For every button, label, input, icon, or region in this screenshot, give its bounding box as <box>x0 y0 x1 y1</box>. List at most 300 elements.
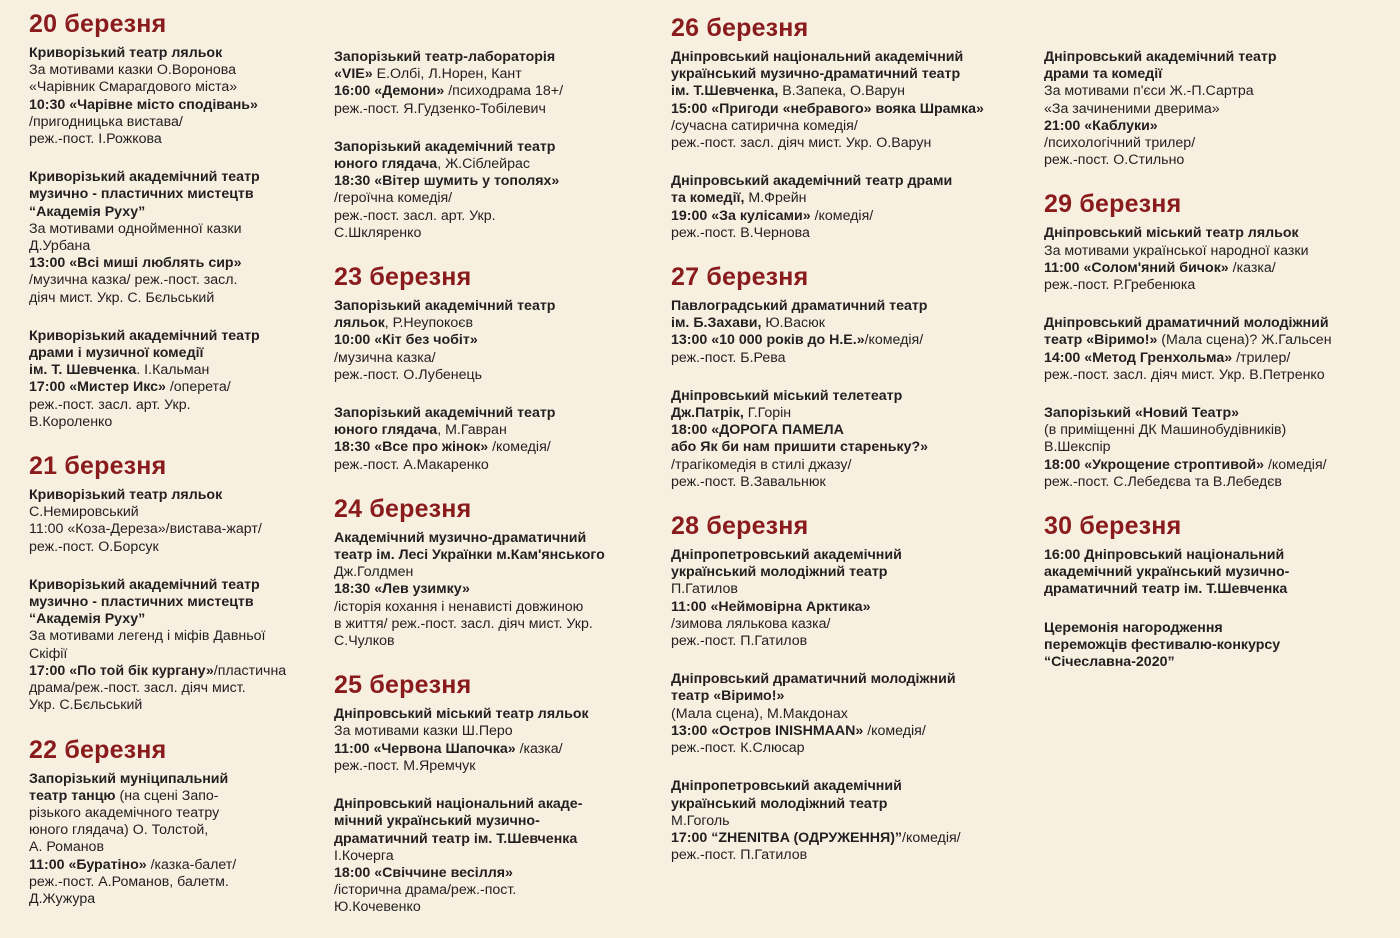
event-line <box>29 45 314 62</box>
event-line <box>29 414 314 431</box>
event-entry <box>671 298 1021 367</box>
event-line <box>1044 315 1384 332</box>
event-line <box>29 97 314 114</box>
event-line <box>29 272 314 289</box>
event-entry <box>1044 315 1384 384</box>
plain-text: За мотивами однойменної казки <box>29 220 242 237</box>
plain-text: різького академічного театру <box>29 804 220 821</box>
plain-text: За мотивами української народної казки <box>1044 242 1309 259</box>
event-line <box>334 156 626 173</box>
event-line <box>334 439 626 456</box>
bold-text: 11:00 «Неймовірна Арктика» <box>671 598 871 615</box>
event-line <box>1044 581 1384 598</box>
event-line <box>29 328 314 345</box>
plain-text: реж.-пост. О.Борсук <box>29 538 159 555</box>
event-line <box>1044 457 1384 474</box>
event-line <box>671 66 1021 83</box>
event-line <box>1044 118 1384 135</box>
bold-text: 16:00 Дніпровський національний <box>1044 547 1285 564</box>
event-entry <box>29 771 314 909</box>
event-line <box>334 298 626 315</box>
event-line <box>29 839 314 856</box>
plain-text: реж.-пост. В.Чернова <box>671 224 810 241</box>
event-entry <box>671 173 1021 242</box>
event-line <box>334 190 626 207</box>
bold-text: Павлоградський драматичний театр <box>671 298 928 315</box>
event-entry <box>334 298 626 384</box>
event-line <box>671 350 1021 367</box>
event-line <box>29 186 314 203</box>
event-line <box>1044 101 1384 118</box>
event-entry <box>334 49 626 118</box>
event-line <box>29 521 314 538</box>
event-line <box>334 139 626 156</box>
event-line <box>1044 49 1384 66</box>
date-heading: 25 березня <box>334 671 472 700</box>
event-line <box>334 208 626 225</box>
event-entry <box>334 139 626 242</box>
plain-text: /історична драма/реж.-пост. <box>334 882 517 899</box>
plain-text: /комедія/ <box>864 332 924 349</box>
event-entry <box>671 388 1021 491</box>
plain-text: Дж.Голдмен <box>334 564 414 581</box>
plain-text: В.Шекспір <box>1044 439 1111 456</box>
event-line <box>1044 332 1384 349</box>
event-line <box>1044 152 1384 169</box>
bold-text: Дніпровський національний академічний <box>671 49 964 65</box>
bold-text: Церемонія нагородження <box>1044 619 1223 636</box>
plain-text: /казка/ <box>1228 259 1276 276</box>
event-line <box>671 101 1021 118</box>
bold-text: 18:00 «Укрощение строптивой» <box>1044 456 1265 473</box>
event-line <box>334 899 626 916</box>
plain-text: (Мала сцена)? Ж.Гальсен <box>1157 332 1332 349</box>
bold-text: український молодіжний театр <box>671 795 888 812</box>
event-line <box>334 706 626 723</box>
bold-text: “Академія Руху” <box>29 203 146 220</box>
event-line <box>29 504 314 521</box>
bold-text: драматичний театр ім. Т.Шевченка <box>1044 581 1288 598</box>
event-line <box>29 79 314 96</box>
plain-text: За мотивами казки Ш.Перо <box>334 723 513 740</box>
plain-text: /психодрама 18+/ <box>444 83 564 100</box>
event-entry <box>671 671 1021 757</box>
plain-text: реж.-пост. Я.Гудзенко-Тобілевич <box>334 100 546 117</box>
event-line <box>334 865 626 882</box>
event-line <box>671 633 1021 650</box>
plain-text: Скіфії <box>29 645 68 662</box>
plain-text: «Чарівник Смарагдового міста» <box>29 79 238 96</box>
event-line <box>671 474 1021 491</box>
event-line <box>29 238 314 255</box>
event-line <box>1044 405 1384 422</box>
plain-text: . І.Кальман <box>136 362 210 379</box>
event-line <box>334 796 626 813</box>
event-line <box>29 805 314 822</box>
event-line <box>671 118 1021 135</box>
plain-text: реж.-пост. засл. арт. Укр. <box>334 207 496 224</box>
event-line <box>29 362 314 379</box>
event-line <box>671 388 1021 405</box>
bold-text: драми та комедії <box>1044 66 1163 83</box>
event-line <box>671 457 1021 474</box>
bold-text: 14:00 «Метод Гренхольма» <box>1044 349 1233 366</box>
event-entry <box>1044 547 1384 599</box>
plain-text: , Ж.Сіблейрас <box>437 156 530 173</box>
bold-text: Криворізький театр ляльок <box>29 45 223 61</box>
plain-text: драма/реж.-пост. засл. діяч мист. <box>29 680 246 697</box>
event-line <box>671 616 1021 633</box>
bold-text: юного глядача <box>334 422 438 439</box>
event-entry <box>1044 405 1384 491</box>
date-heading: 22 березня <box>29 735 167 764</box>
date-heading: 28 березня <box>671 512 809 541</box>
event-line <box>29 487 314 504</box>
event-line <box>29 891 314 908</box>
plain-text: реж.-пост. О.Лубенець <box>334 366 483 383</box>
plain-text: За мотивами казки О.Воронова <box>29 62 236 79</box>
event-line <box>29 221 314 238</box>
event-line <box>671 208 1021 225</box>
bold-text: 17:00 “ZHENITBA (ОДРУЖЕННЯ)” <box>671 829 903 846</box>
plain-text: /пригодницька вистава/ <box>29 113 183 130</box>
plain-text: В.Короленко <box>29 413 113 430</box>
plain-text: діяч мист. Укр. С. Бєльський <box>29 289 215 306</box>
date-heading: 26 березня <box>671 14 809 42</box>
event-line <box>1044 277 1384 294</box>
event-line <box>29 131 314 148</box>
plain-text: /музична казка/ <box>334 349 436 366</box>
plain-text: М.Гоголь <box>671 812 730 829</box>
event-line <box>671 671 1021 688</box>
event-line <box>334 457 626 474</box>
event-line <box>671 796 1021 813</box>
bold-text: 11:00 «Солом'яний бичок» <box>1044 259 1229 276</box>
bold-text: юного глядача <box>334 156 438 173</box>
event-line <box>1044 564 1384 581</box>
plain-text: П.Гатилов <box>671 581 738 598</box>
plain-text: реж.-пост. П.Гатилов <box>671 633 808 650</box>
plain-text: , М.Гавран <box>437 422 507 439</box>
column-2 <box>334 49 626 938</box>
plain-text: /комедія/ <box>1264 456 1327 473</box>
plain-text: реж.-пост. С.Лебедєва та В.Лебедєв <box>1044 473 1282 490</box>
plain-text: реж.-пост. А.Макаренко <box>334 456 489 473</box>
event-line <box>1044 654 1384 671</box>
event-line <box>671 778 1021 795</box>
event-entry <box>671 547 1021 650</box>
event-entry <box>1044 49 1384 169</box>
plain-text: в життя/ реж.-пост. засл. діяч мист. Укр. <box>334 615 593 632</box>
bold-text: 18:00 «ДОРОГА ПАМЕЛА <box>671 422 844 439</box>
bold-text: Запорізький муніципальний <box>29 770 229 787</box>
bold-text: 18:30 «Все про жінок» <box>334 439 489 456</box>
bold-text: Запорізький «Новий Театр» <box>1044 405 1240 422</box>
event-line <box>334 332 626 349</box>
bold-text: 16:00 «Демони» <box>334 83 445 100</box>
bold-text: переможців фестивалю-конкурсу <box>1044 636 1281 653</box>
event-line <box>671 173 1021 190</box>
event-line <box>29 680 314 697</box>
bold-text: Запорізький академічний театр <box>334 138 556 155</box>
bold-text: 15:00 «Пригоди «небравого» вояка Шрамка» <box>671 100 984 117</box>
event-line <box>29 577 314 594</box>
event-line <box>29 611 314 628</box>
bold-text: Криворізький академічний театр <box>29 327 260 344</box>
bold-text: театр «Віримо!» <box>671 688 785 705</box>
bold-text: 13:00 «Остров INISHMAAN» <box>671 722 864 739</box>
event-line <box>334 225 626 242</box>
bold-text: 18:30 «Вітер шумить у тополях» <box>334 173 560 190</box>
plain-text: 11:00 «Коза-Дереза»/вистава-жарт/ <box>29 521 262 538</box>
bold-text: ім. Т. Шевченка <box>29 362 137 379</box>
bold-text: “Академія Руху” <box>29 611 146 628</box>
bold-text: Криворізький академічний театр <box>29 169 260 186</box>
plain-text: реж.-пост. засл. діяч мист. Укр. В.Петренко <box>1044 366 1325 383</box>
event-line <box>29 788 314 805</box>
event-line <box>671 405 1021 422</box>
event-line <box>29 169 314 186</box>
event-entry <box>29 577 314 715</box>
bold-text: 11:00 «Буратіно» <box>29 856 147 873</box>
plain-text: реж.-пост. В.Завальнюк <box>671 473 826 490</box>
bold-text: академічний український музично- <box>1044 564 1290 581</box>
event-line <box>1044 225 1384 242</box>
date-heading: 23 березня <box>334 263 472 292</box>
event-entry <box>29 45 314 148</box>
plain-text: /казка-балет/ <box>146 856 237 873</box>
event-line <box>29 539 314 556</box>
event-line <box>1044 243 1384 260</box>
plain-text: /пластична <box>213 662 287 679</box>
bold-text: 17:00 «Мистер Икс» <box>29 379 166 396</box>
bold-text: 17:00 «По той бік кургану» <box>29 662 214 679</box>
bold-text: «VIE» <box>334 66 373 83</box>
plain-text: реж.-пост. М.Яремчук <box>334 757 476 774</box>
bold-text: 10:00 «Кіт без чобіт» <box>334 332 478 349</box>
event-line <box>334 350 626 367</box>
event-line <box>29 874 314 891</box>
plain-text: Д.Урбана <box>29 238 91 255</box>
bold-text: музично - пластичних мистецтв <box>29 186 254 203</box>
event-line <box>334 83 626 100</box>
plain-text: (Мала сцена), М.Макдонах <box>671 705 848 722</box>
event-line <box>334 101 626 118</box>
plain-text: реж.-пост. І.Рожкова <box>29 131 162 148</box>
event-line <box>1044 350 1384 367</box>
event-line <box>1044 135 1384 152</box>
event-line <box>1044 620 1384 637</box>
plain-text: реж.-пост. Б.Рева <box>671 349 786 366</box>
plain-text: реж.-пост. К.Слюсар <box>671 740 805 757</box>
event-line <box>1044 422 1384 439</box>
event-line <box>334 723 626 740</box>
event-line <box>334 405 626 422</box>
bold-text: та комедії, <box>671 190 745 207</box>
plain-text: Е.Олбі, Л.Норен, Кант <box>372 66 522 83</box>
event-line <box>334 530 626 547</box>
bold-text: 13:00 «10 000 років до Н.Е.» <box>671 332 865 349</box>
bold-text: Запорізький театр-лабораторія <box>334 49 556 65</box>
bold-text: театр ім. Лесі Українки м.Кам'янського <box>334 547 605 564</box>
plain-text: Укр. С.Бєльський <box>29 697 143 714</box>
bold-text: Дніпровський драматичний молодіжний <box>1044 315 1329 332</box>
bold-text: 10:30 «Чарівне місто сподівань» <box>29 96 258 113</box>
bold-text: 18:30 «Лев узимку» <box>334 581 470 598</box>
event-line <box>29 62 314 79</box>
event-line <box>334 564 626 581</box>
event-line <box>334 831 626 848</box>
bold-text: Дніпровський драматичний молодіжний <box>671 671 956 688</box>
event-line <box>29 628 314 645</box>
plain-text: /казка/ <box>515 740 563 757</box>
plain-text: /психологічний трилер/ <box>1044 135 1196 152</box>
event-line <box>334 633 626 650</box>
date-heading: 20 березня <box>29 10 167 38</box>
plain-text: /історія кохання і ненависті довжиною <box>334 598 584 615</box>
plain-text: /музична казка/ реж.-пост. засл. <box>29 272 238 289</box>
plain-text: (в приміщенні ДК Машинобудівників) <box>1044 422 1287 439</box>
event-line <box>29 771 314 788</box>
event-line <box>29 255 314 272</box>
bold-text: 19:00 «За кулісами» <box>671 207 811 224</box>
plain-text: юного глядача) О. Толстой, <box>29 822 209 839</box>
event-line <box>29 697 314 714</box>
event-line <box>334 66 626 83</box>
event-entry <box>29 328 314 431</box>
event-line <box>671 688 1021 705</box>
event-line <box>671 190 1021 207</box>
bold-text: Дніпровський міський театр ляльок <box>1044 225 1299 242</box>
event-line <box>671 315 1021 332</box>
event-line <box>671 599 1021 616</box>
event-line <box>29 397 314 414</box>
plain-text: В.Запека, О.Варун <box>778 83 905 100</box>
plain-text: , Р.Неупокоєв <box>384 315 474 332</box>
bold-text: 21:00 «Каблуки» <box>1044 117 1158 134</box>
event-line <box>334 599 626 616</box>
bold-text: Дж.Патрік, <box>671 405 744 422</box>
plain-text: Ю.Кочевенко <box>334 899 421 916</box>
event-line <box>29 345 314 362</box>
event-line <box>1044 439 1384 456</box>
bold-text: Дніпровський міський театр ляльок <box>334 706 589 723</box>
plain-text: І.Кочерга <box>334 847 394 864</box>
event-line <box>1044 83 1384 100</box>
bold-text: або Як би нам пришити стареньку?» <box>671 439 929 456</box>
bold-text: Дніпровський академічний театр драми <box>671 173 953 190</box>
event-line <box>334 848 626 865</box>
event-line <box>671 847 1021 864</box>
event-line <box>29 822 314 839</box>
event-entry <box>334 530 626 650</box>
plain-text: За мотивами п'єси Ж.-П.Сартра <box>1044 83 1254 100</box>
date-heading: 24 березня <box>334 494 472 523</box>
bold-text: театр танцю <box>29 787 116 804</box>
plain-text: /комедія/ <box>488 439 551 456</box>
plain-text: А. Романов <box>29 839 104 856</box>
event-line <box>29 379 314 396</box>
bold-text: “Січеславна-2020” <box>1044 654 1175 671</box>
plain-text: /сучасна сатирична комедія/ <box>671 117 858 134</box>
bold-text: Запорізький академічний театр <box>334 405 556 422</box>
bold-text: Дніпропетровський академічний <box>671 547 902 564</box>
bold-text: музично - пластичних мистецтв <box>29 594 254 611</box>
event-line <box>671 439 1021 456</box>
plain-text: /комедія/ <box>863 722 926 739</box>
bold-text: 13:00 «Всі миші люблять сир» <box>29 255 242 272</box>
bold-text: мічний український музично- <box>334 813 540 830</box>
date-heading: 21 березня <box>29 452 167 481</box>
event-line <box>334 49 626 66</box>
column-3 <box>671 14 1021 885</box>
date-heading: 27 березня <box>671 263 809 292</box>
event-line <box>1044 637 1384 654</box>
date-heading: 30 березня <box>1044 512 1182 541</box>
event-line <box>671 581 1021 598</box>
event-line <box>671 49 1021 66</box>
bold-text: Дніпровський міський телетеатр <box>671 387 903 404</box>
column-1 <box>29 10 314 929</box>
event-line <box>334 315 626 332</box>
event-entry <box>671 49 1021 152</box>
event-line <box>1044 474 1384 491</box>
event-entry <box>29 487 314 556</box>
event-line <box>334 616 626 633</box>
bold-text: ляльок <box>334 315 385 332</box>
event-line <box>1044 66 1384 83</box>
column-4 <box>1044 49 1384 692</box>
event-line <box>671 83 1021 100</box>
event-line <box>334 547 626 564</box>
bold-text: театр «Віримо!» <box>1044 332 1158 349</box>
plain-text: С.Немировський <box>29 504 139 521</box>
plain-text: «За зачиненими дверима» <box>1044 100 1220 117</box>
bold-text: Запорізький академічний театр <box>334 298 556 315</box>
event-line <box>29 204 314 221</box>
plain-text: /комедія/ <box>902 829 961 846</box>
date-heading: 29 березня <box>1044 190 1182 219</box>
event-line <box>29 594 314 611</box>
plain-text: (на сцені Запо- <box>115 787 219 804</box>
bold-text: 18:00 «Свiччине весілля» <box>334 864 513 881</box>
event-line <box>671 225 1021 242</box>
event-line <box>334 422 626 439</box>
event-entry <box>671 778 1021 864</box>
event-line <box>671 547 1021 564</box>
event-entry <box>334 405 626 474</box>
bold-text: Криворізький академічний театр <box>29 576 260 593</box>
event-line <box>334 173 626 190</box>
plain-text: С.Чулков <box>334 633 395 650</box>
event-line <box>334 758 626 775</box>
plain-text: реж.-пост. засл. діяч мист. Укр. О.Варун <box>671 135 932 152</box>
event-line <box>671 740 1021 757</box>
event-line <box>334 813 626 830</box>
event-entry <box>1044 225 1384 294</box>
event-entry <box>29 169 314 307</box>
bold-text: драматичний театр ім. Т.Шевченка <box>334 830 578 847</box>
plain-text: За мотивами легенд і міфів Давньої <box>29 628 266 645</box>
bold-text: ім. Б.Захави, <box>671 315 762 332</box>
plain-text: /комедія/ <box>810 207 874 224</box>
plain-text: реж.-пост. П.Гатилов <box>671 847 808 864</box>
bold-text: Академічний музично-драматичний <box>334 529 587 546</box>
plain-text: реж.-пост. Р.Гребенюка <box>1044 277 1196 294</box>
event-line <box>334 741 626 758</box>
plain-text: реж.-пост. О.Стильно <box>1044 152 1185 169</box>
plain-text: Ю.Васюк <box>761 315 825 332</box>
